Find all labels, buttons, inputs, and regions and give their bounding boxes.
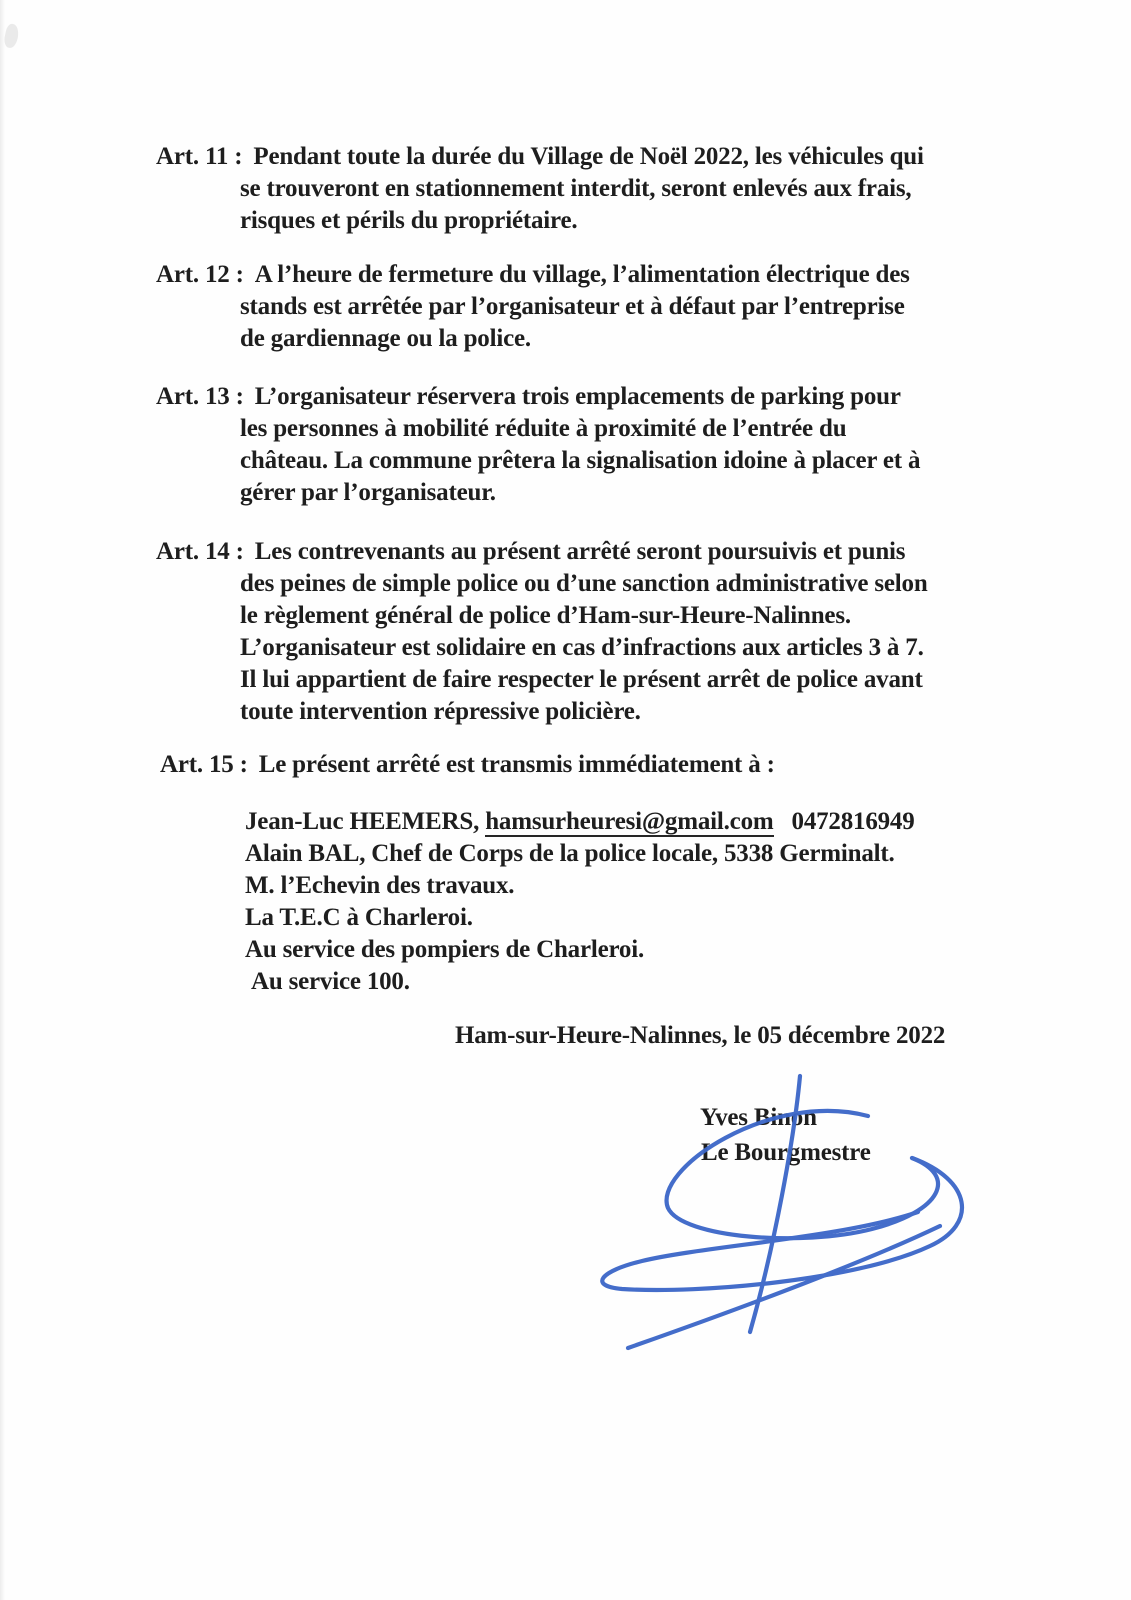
- article-line: [156, 536, 928, 568]
- article-line: Il lui appartient de faire respecter le présent arrêt de police avant: [240, 666, 923, 693]
- article-text: Les contrevenants au présent arrêté seront poursuivis et punis: [254, 538, 906, 565]
- article-line: se trouveront en stationnement interdit, seront enlevés aux frais,: [240, 175, 912, 202]
- recipients-list: [245, 806, 915, 998]
- scan-smudge-artifact: [3, 23, 21, 49]
- article-label: Art. 11 :: [156, 143, 243, 170]
- article-label: Art. 12 :: [156, 261, 244, 288]
- article-line: les personnes à mobilité réduite à proximité de l’entrée du: [240, 415, 847, 442]
- article-line: [156, 259, 910, 291]
- email-link[interactable]: hamsurheuresi@gmail.com: [485, 808, 774, 835]
- article-label: Art. 15 :: [160, 751, 248, 778]
- article-line: [156, 141, 924, 173]
- article-14: [156, 536, 928, 728]
- recipient-name: Jean-Luc HEEMERS,: [245, 808, 480, 835]
- article-text: L’organisateur réservera trois emplacements de parking pour: [254, 383, 901, 410]
- recipient-row: Au service des pompiers de Charleroi.: [245, 936, 645, 963]
- phone-number: 0472816949: [791, 808, 915, 835]
- recipient-row: La T.E.C à Charleroi.: [245, 904, 473, 931]
- recipient-row: Alain BAL, Chef de Corps de la police locale, 5338 Germinalt.: [245, 840, 895, 867]
- article-text: A l’heure de fermeture du village, l’alimentation électrique des: [254, 261, 910, 288]
- article-line: gérer par l’organisateur.: [240, 479, 496, 506]
- recipient-row-heemers: [245, 806, 915, 838]
- recipient-row: Au service 100.: [251, 968, 410, 995]
- scan-edge-artifact: [0, 0, 5, 1600]
- article-11: [156, 141, 924, 237]
- article-line: des peines de simple police ou d’une sanction administrative selon: [240, 570, 928, 597]
- article-line: de gardiennage ou la police.: [240, 325, 531, 352]
- place-date-line: Ham-sur-Heure-Nalinnes, le 05 décembre 2022: [455, 1022, 946, 1049]
- article-15: [160, 749, 775, 781]
- article-text: Le présent arrêté est transmis immédiatement à :: [258, 751, 775, 778]
- recipient-row: M. l’Echevin des travaux.: [245, 872, 515, 899]
- article-line: le règlement général de police d’Ham-sur-Heure-Nalinnes.: [240, 602, 851, 629]
- article-line: [160, 749, 775, 781]
- article-text: Pendant toute la durée du Village de Noël 2022, les véhicules qui: [253, 143, 924, 170]
- article-line: stands est arrêtée par l’organisateur et à défaut par l’entreprise: [240, 293, 905, 320]
- article-13: [156, 381, 920, 509]
- article-line: L’organisateur est solidaire en cas d’infractions aux articles 3 à 7.: [240, 634, 924, 661]
- article-label: Art. 14 :: [156, 538, 244, 565]
- signatory-title: Le Bourgmestre: [701, 1139, 871, 1166]
- article-line: [156, 381, 920, 413]
- article-line: risques et périls du propriétaire.: [240, 207, 578, 234]
- article-line: toute intervention répressive policière.: [240, 698, 641, 725]
- signatory-name: Yves Binon: [700, 1104, 817, 1131]
- article-line: château. La commune prêtera la signalisation idoine à placer et à: [240, 447, 921, 474]
- article-12: [156, 259, 910, 355]
- article-label: Art. 13 :: [156, 383, 244, 410]
